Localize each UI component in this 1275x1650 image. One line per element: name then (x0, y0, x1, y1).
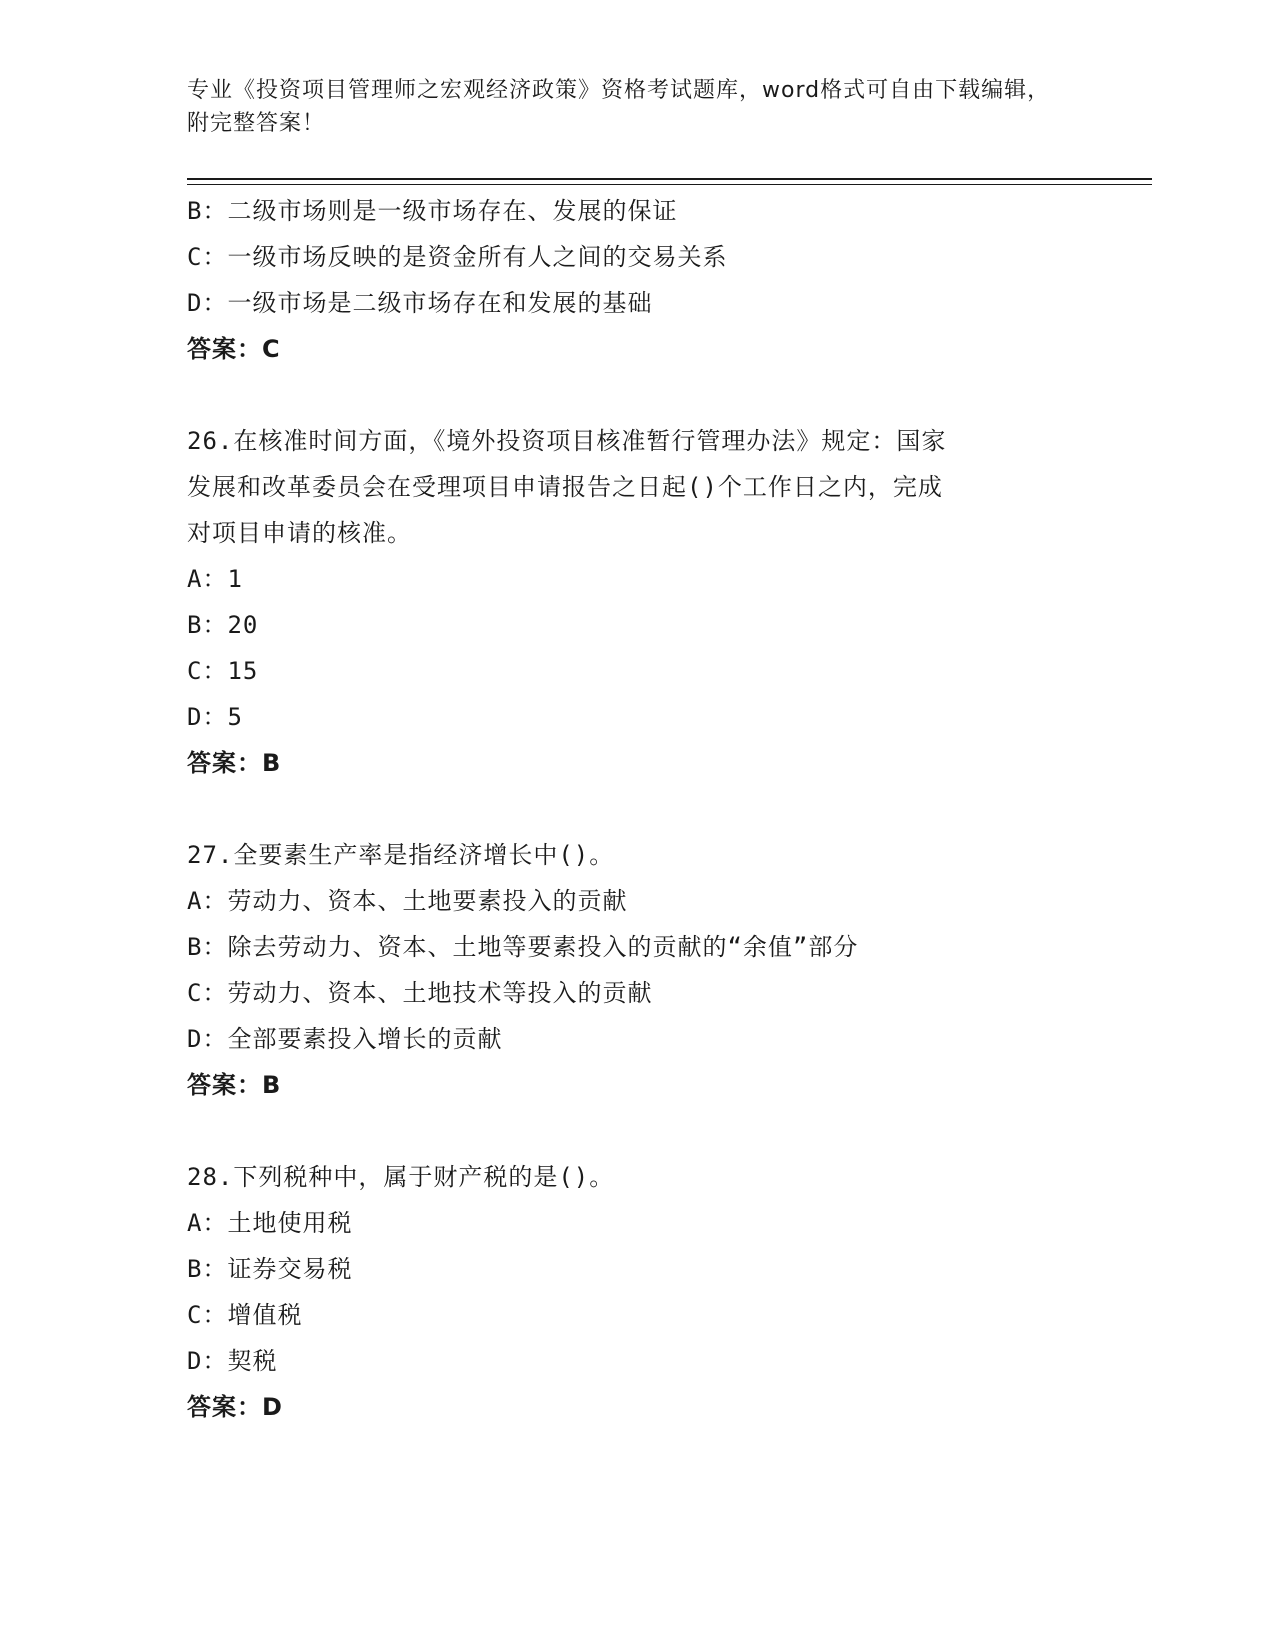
answer-line: 答案：B (187, 749, 282, 777)
question-stem: 28.下列税种中，属于财产税的是()。 (187, 1163, 615, 1191)
option: C：劳动力、资本、土地技术等投入的贡献 (187, 979, 653, 1007)
header-title: 专业《投资项目管理师之宏观经济政策》资格考试题库，word格式可自由下载编辑，附完整答案！ (187, 78, 1051, 136)
document-header (187, 74, 1067, 140)
option: B：证券交易税 (187, 1255, 353, 1283)
answer-line: 答案：D (187, 1393, 283, 1421)
option: C：增值税 (187, 1301, 303, 1329)
question-stem: 对项目申请的核准。 (187, 519, 412, 547)
spacer (187, 1108, 1087, 1154)
option: D：全部要素投入增长的贡献 (187, 1025, 503, 1053)
question-stem: 27.全要素生产率是指经济增长中()。 (187, 841, 615, 869)
spacer (187, 372, 1087, 418)
question-stem: 26.在核准时间方面，《境外投资项目核准暂行管理办法》规定：国家 (187, 427, 947, 455)
spacer (187, 786, 1087, 832)
question-stem: 发展和改革委员会在受理项目申请报告之日起()个工作日之内，完成 (187, 473, 943, 501)
document-body (187, 188, 1087, 1430)
question-27 (187, 832, 1087, 1108)
answer-line: 答案：C (187, 335, 281, 363)
option: A：土地使用税 (187, 1209, 353, 1237)
option: D：契税 (187, 1347, 278, 1375)
option: C：一级市场反映的是资金所有人之间的交易关系 (187, 243, 728, 271)
option: B：除去劳动力、资本、土地等要素投入的贡献的“余值”部分 (187, 933, 859, 961)
option: A：1 (187, 565, 243, 593)
option: C：15 (187, 657, 259, 685)
question-28 (187, 1154, 1087, 1430)
option: A：劳动力、资本、土地要素投入的贡献 (187, 887, 628, 915)
header-divider-thick (187, 178, 1152, 180)
option: B：二级市场则是一级市场存在、发展的保证 (187, 197, 678, 225)
header-divider-thin (187, 184, 1152, 185)
option: D：一级市场是二级市场存在和发展的基础 (187, 289, 653, 317)
option: D：5 (187, 703, 243, 731)
question-26 (187, 418, 1087, 786)
question-continued (187, 188, 1087, 372)
answer-line: 答案：B (187, 1071, 282, 1099)
option: B：20 (187, 611, 259, 639)
